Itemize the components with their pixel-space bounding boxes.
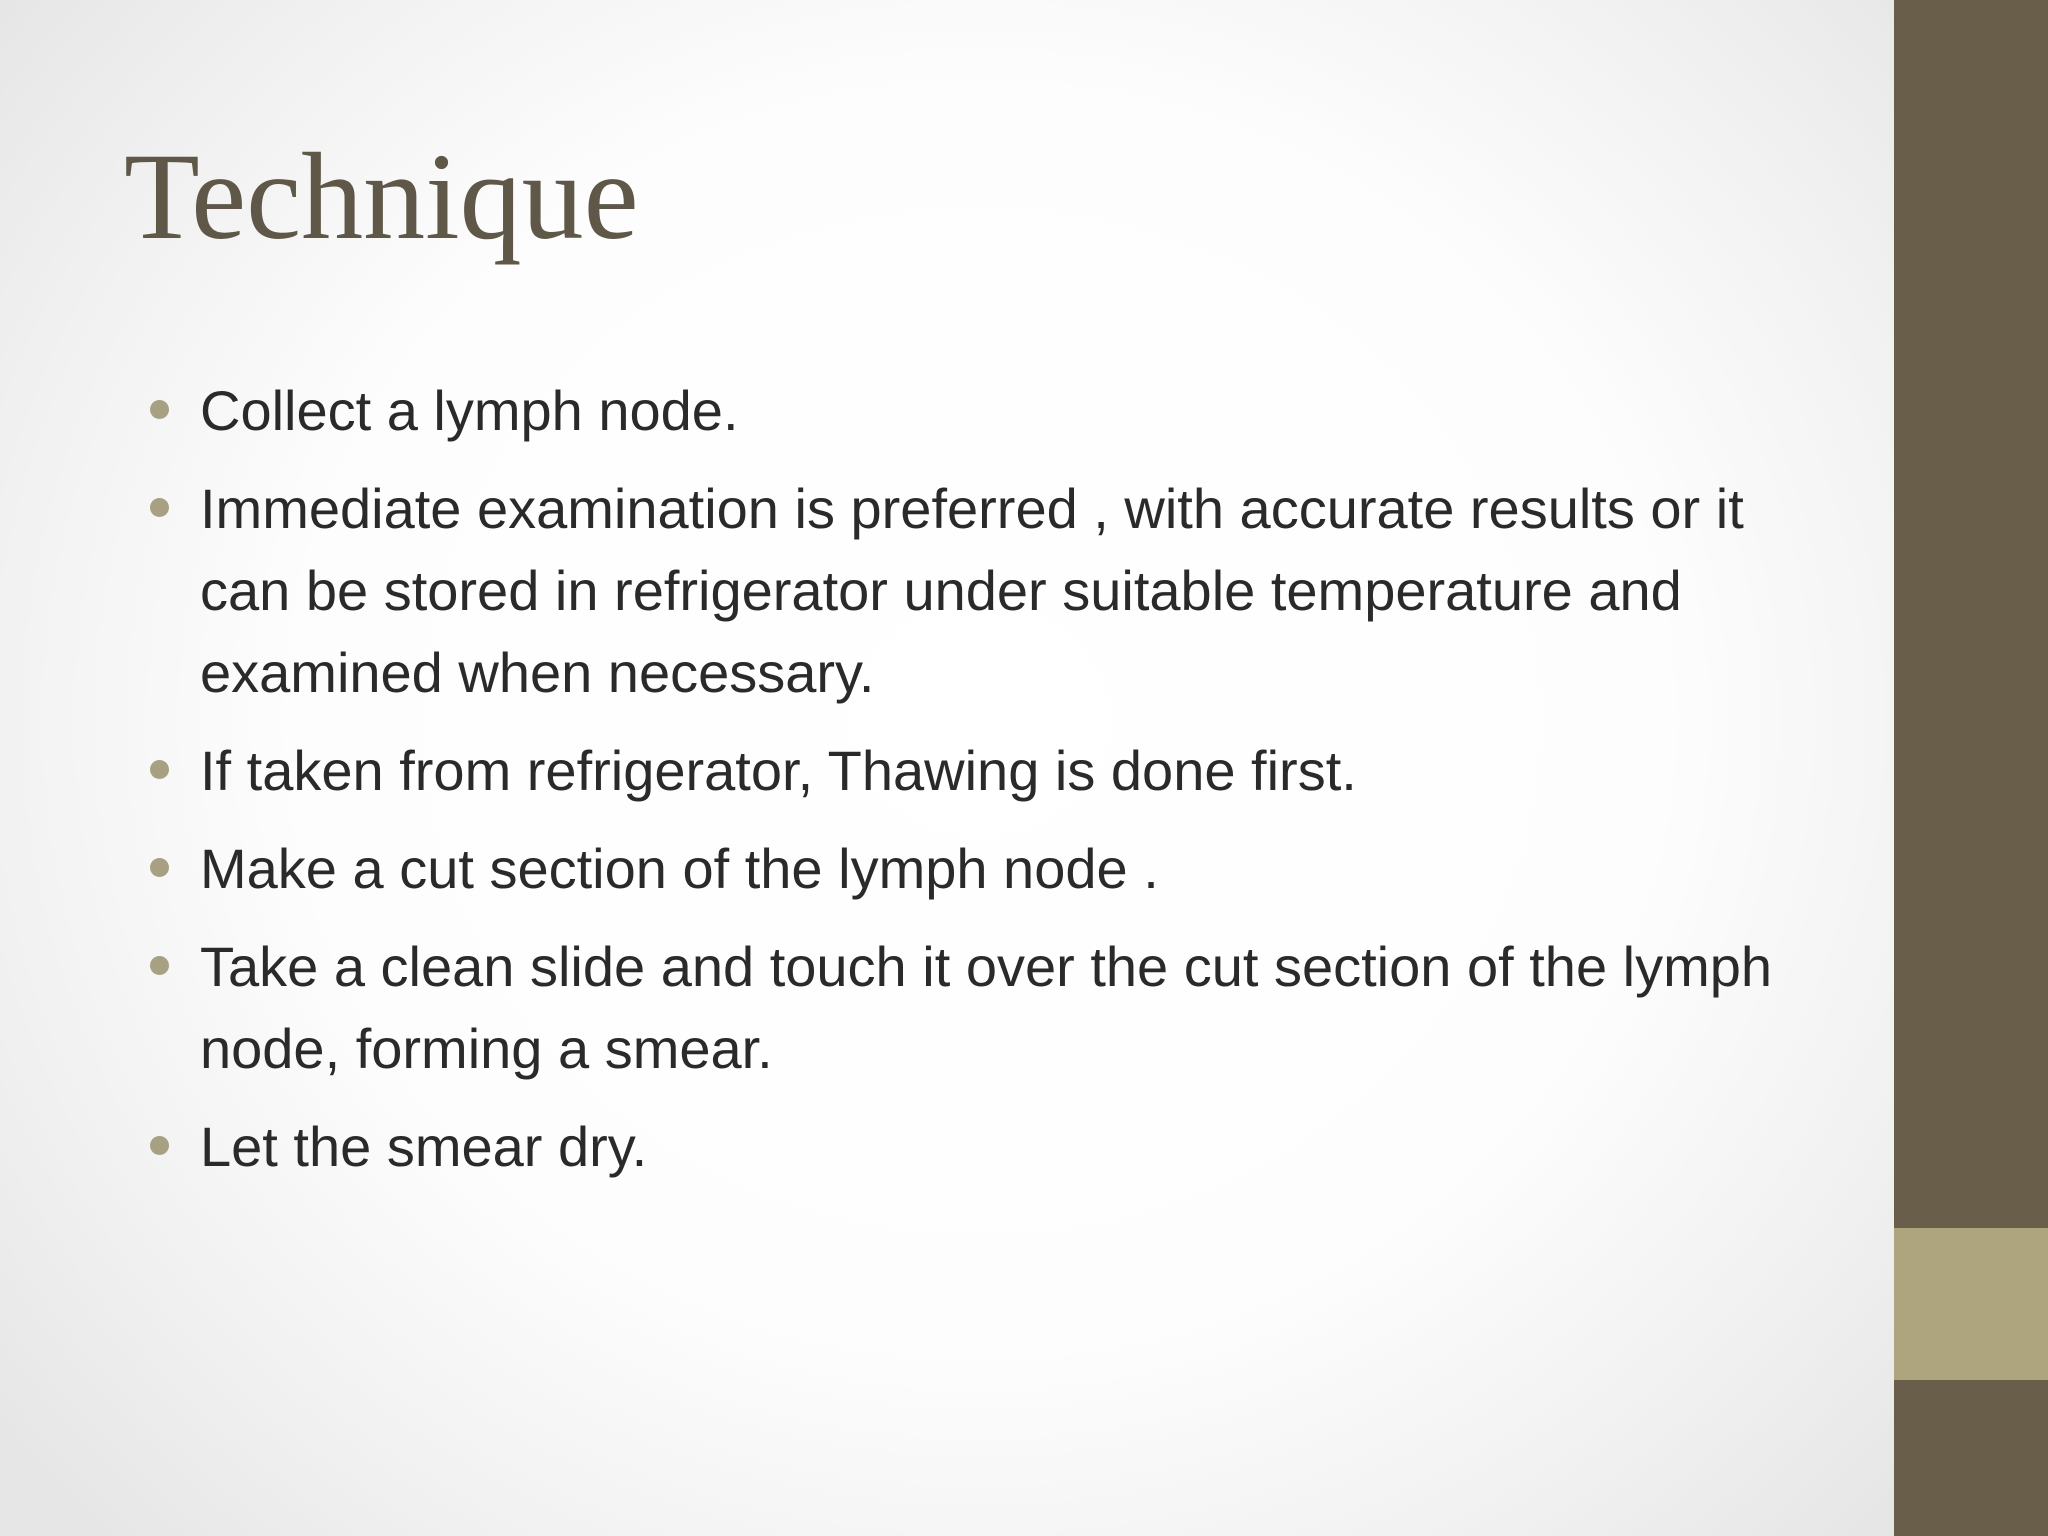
bullet-item xyxy=(200,926,1820,1090)
bullet-dot-icon xyxy=(150,498,169,517)
side-accent-band xyxy=(1894,1228,2048,1380)
bullet-text: Make a cut section of the lymph node . xyxy=(200,837,1159,900)
bullet-item xyxy=(200,370,1820,452)
bullet-item xyxy=(200,468,1820,714)
bullet-item xyxy=(200,1106,1820,1188)
bullet-dot-icon xyxy=(150,858,169,877)
bullet-dot-icon xyxy=(150,760,169,779)
bullet-text: Let the smear dry. xyxy=(200,1115,648,1178)
bullet-text: Take a clean slide and touch it over the cut section of the lymph node, forming a smear. xyxy=(200,935,1773,1080)
bullet-text: Immediate examination is preferred , with accurate results or it can be stored in refrigerator under suitable temperature and examined when necessary. xyxy=(200,477,1744,704)
bullet-text: Collect a lymph node. xyxy=(200,379,739,442)
bullet-dot-icon xyxy=(150,956,169,975)
bullet-item xyxy=(200,828,1820,910)
bullet-text: If taken from refrigerator, Thawing is done first. xyxy=(200,739,1357,802)
bullet-dot-icon xyxy=(150,400,169,419)
bullet-dot-icon xyxy=(150,1136,169,1155)
bullet-item xyxy=(200,730,1820,812)
bullet-list xyxy=(200,370,1820,1204)
slide-title: Technique xyxy=(124,128,639,265)
